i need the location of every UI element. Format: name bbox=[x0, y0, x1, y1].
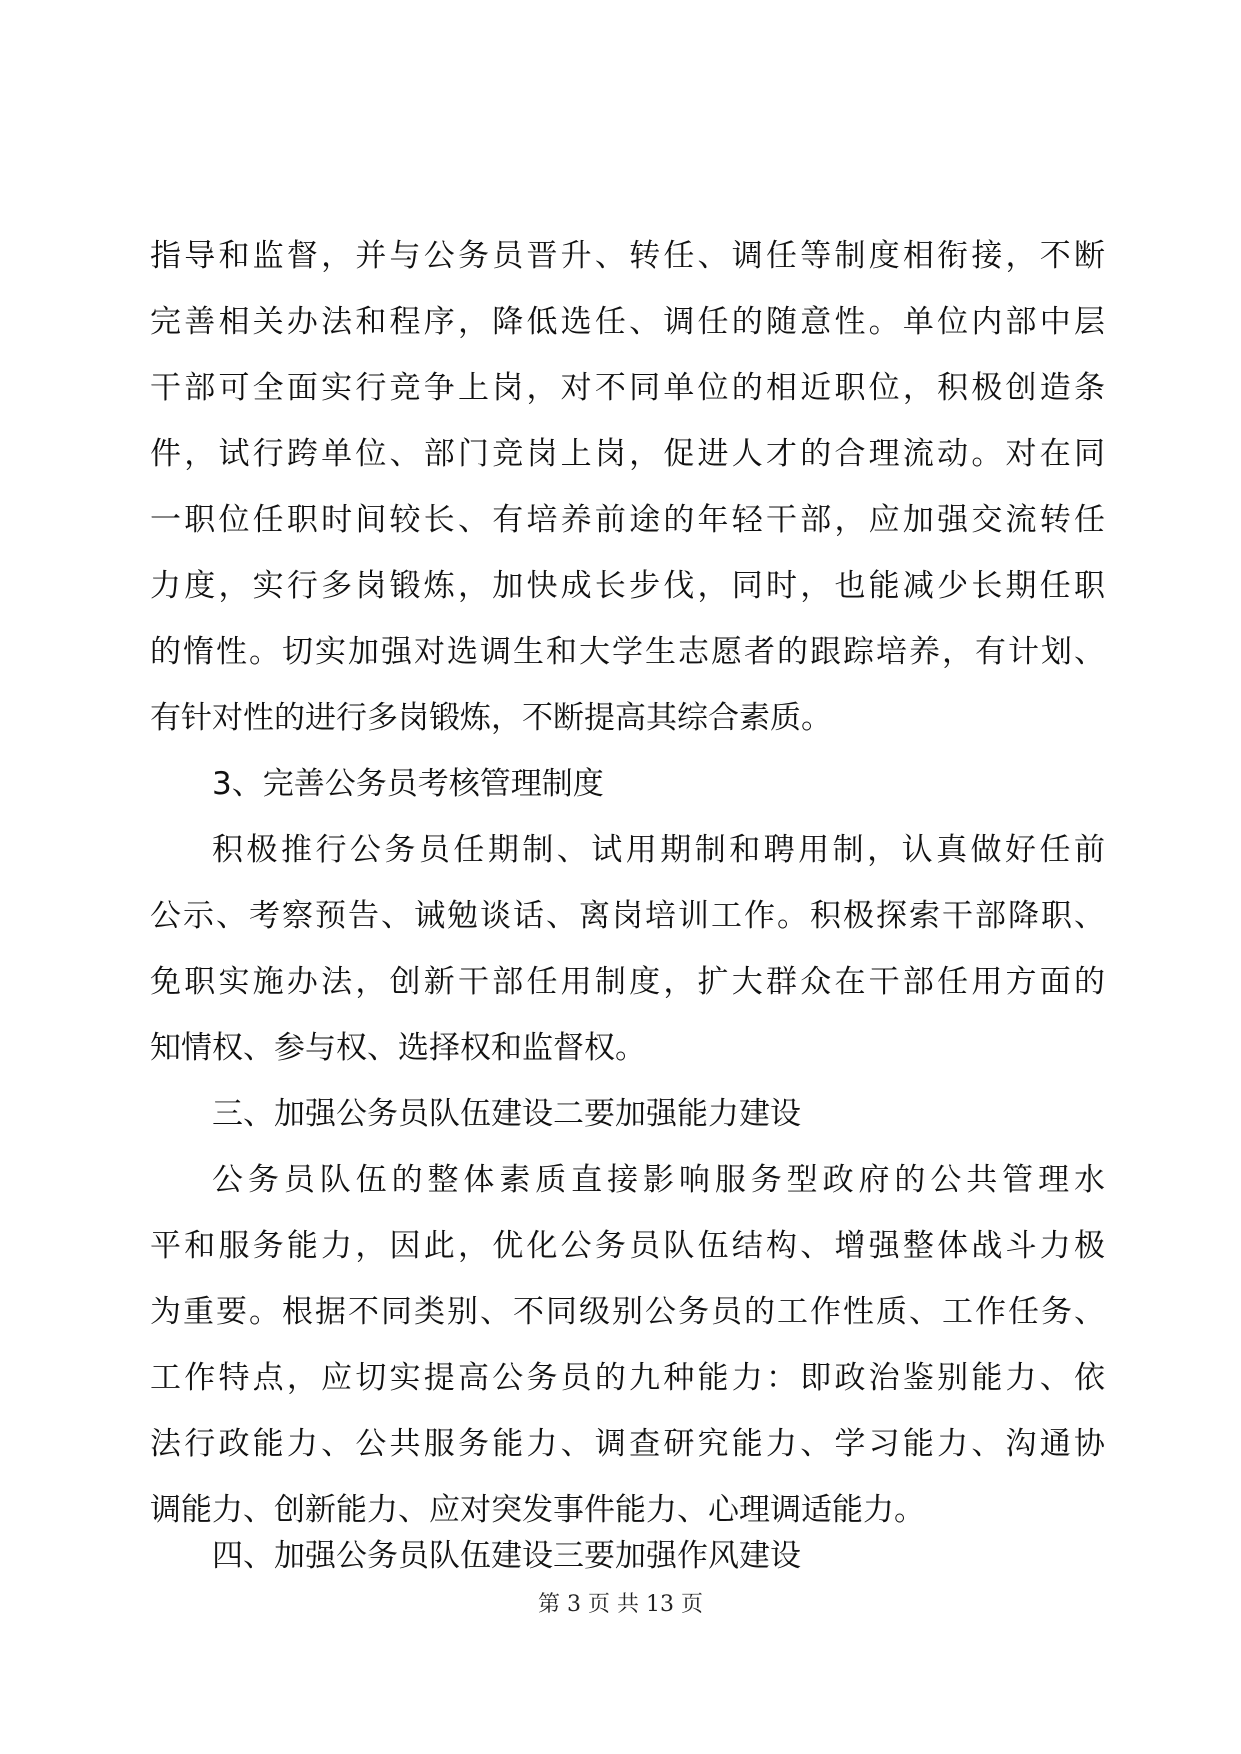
section-heading: 3、完善公务员考核管理制度 bbox=[212, 766, 604, 802]
page-number-footer: 第 3 页 共 13 页 bbox=[538, 1592, 703, 1617]
body-line: 的惰性。切实加强对选调生和大学生志愿者的跟踪培养，有计划、 bbox=[150, 634, 1105, 670]
body-line: 公务员队伍的整体素质直接影响服务型政府的公共管理水 bbox=[212, 1162, 1105, 1198]
body-line: 工作特点，应切实提高公务员的九种能力：即政治鉴别能力、依 bbox=[150, 1360, 1105, 1396]
body-line: 积极推行公务员任期制、试用期制和聘用制，认真做好任前 bbox=[212, 832, 1105, 868]
body-line: 为重要。根据不同类别、不同级别公务员的工作性质、工作任务、 bbox=[150, 1294, 1105, 1330]
body-line: 调能力、创新能力、应对突发事件能力、心理调适能力。 bbox=[150, 1492, 925, 1528]
body-line: 知情权、参与权、选择权和监督权。 bbox=[150, 1030, 646, 1066]
section-heading: 三、加强公务员队伍建设二要加强能力建设 bbox=[212, 1096, 801, 1132]
body-line: 一职位任职时间较长、有培养前途的年轻干部，应加强交流转任 bbox=[150, 502, 1105, 538]
body-line: 法行政能力、公共服务能力、调查研究能力、学习能力、沟通协 bbox=[150, 1426, 1105, 1462]
body-line: 完善相关办法和程序，降低选任、调任的随意性。单位内部中层 bbox=[150, 304, 1105, 340]
body-line: 指导和监督，并与公务员晋升、转任、调任等制度相衔接，不断 bbox=[150, 238, 1105, 274]
body-line: 力度，实行多岗锻炼，加快成长步伐，同时，也能减少长期任职 bbox=[150, 568, 1105, 604]
body-line: 免职实施办法，创新干部任用制度，扩大群众在干部任用方面的 bbox=[150, 964, 1105, 1000]
body-line: 有针对性的进行多岗锻炼，不断提高其综合素质。 bbox=[150, 700, 832, 736]
body-line: 件，试行跨单位、部门竞岗上岗，促进人才的合理流动。对在同 bbox=[150, 436, 1105, 472]
body-line: 平和服务能力，因此，优化公务员队伍结构、增强整体战斗力极 bbox=[150, 1228, 1105, 1264]
section-heading: 四、加强公务员队伍建设三要加强作风建设 bbox=[212, 1538, 801, 1574]
body-line: 公示、考察预告、诫勉谈话、离岗培训工作。积极探索干部降职、 bbox=[150, 898, 1105, 934]
body-line: 干部可全面实行竞争上岗，对不同单位的相近职位，积极创造条 bbox=[150, 370, 1105, 406]
